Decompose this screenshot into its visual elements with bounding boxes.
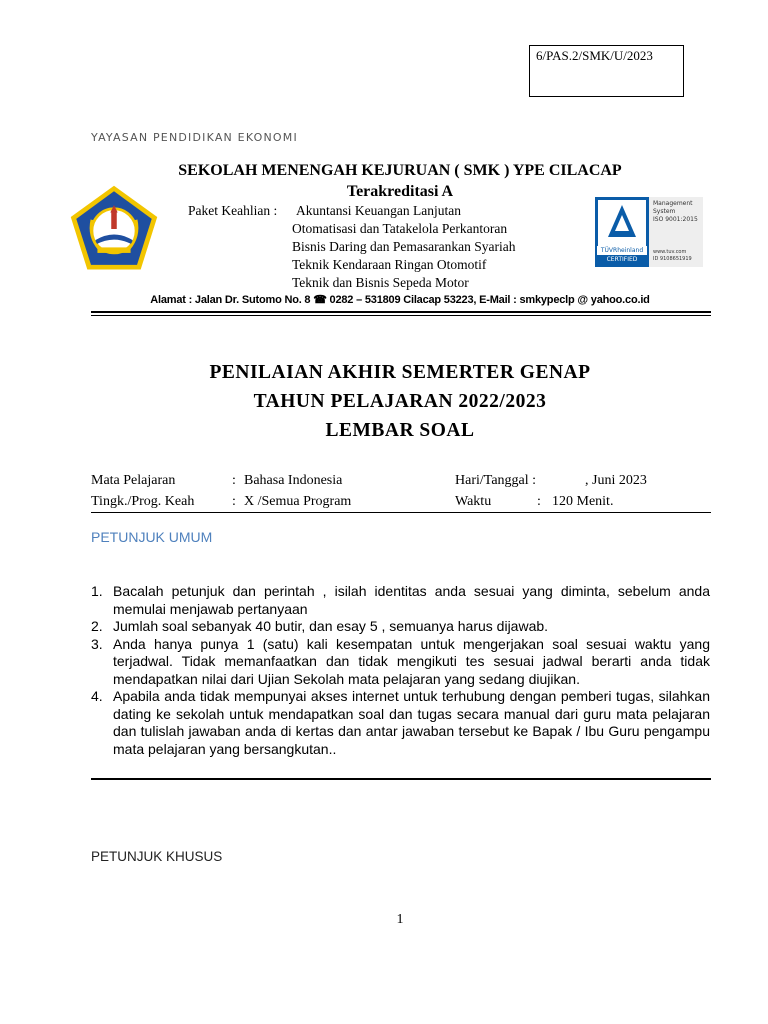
time-colon: :: [537, 494, 541, 509]
cert-footer: [653, 249, 692, 263]
level-colon: :: [232, 494, 236, 509]
meta-divider: [91, 512, 711, 513]
instruction-item: [91, 618, 710, 636]
cert-line: Management: [653, 200, 693, 207]
program-item: Bisnis Daring dan Pemasarankan Syariah: [292, 239, 516, 254]
cert-certified: CERTIFIED: [606, 256, 638, 263]
specific-instructions-heading: PETUNJUK KHUSUS: [91, 849, 223, 864]
document-code: 6/PAS.2/SMK/U/2023: [536, 48, 653, 63]
cert-id: ID 9108651919: [653, 256, 692, 262]
cert-brand: TÜVRheinland: [597, 246, 647, 255]
instruction-item: [91, 636, 710, 689]
header-divider: [91, 315, 711, 316]
instruction-item: [91, 688, 710, 758]
program-item: Otomatisasi dan Tatakelola Perkantoran: [292, 221, 508, 236]
program-label: Paket Keahlian :: [188, 203, 278, 218]
school-address: Alamat : Jalan Dr. Sutomo No. 8 ☎ 0282 – 531809 Cilacap 53223, E-Mail : smkypeclp @ yahoo.co.id: [150, 294, 650, 306]
instruction-item: [91, 583, 710, 618]
exam-title: PENILAIAN AKHIR SEMERTER GENAP: [209, 362, 591, 383]
document-code-box: [529, 45, 684, 97]
exam-title: TAHUN PELAJARAN 2022/2023: [253, 391, 547, 412]
instruction-number: 1.: [91, 583, 103, 599]
header-divider: [91, 311, 711, 313]
page-number: 1: [396, 912, 404, 927]
subject-label: Mata Pelajaran: [91, 473, 176, 488]
instructions-divider: [91, 778, 711, 780]
instruction-text: Jumlah soal sebanyak 40 butir, dan esay 5 , semuanya harus dijawab.: [113, 618, 549, 634]
accreditation: Terakreditasi A: [346, 183, 454, 200]
cert-line: ISO 9001:2015: [653, 216, 698, 223]
instruction-text: Anda hanya punya 1 (satu) kali kesempatan untuk mengerjakan soal sesuai waktu yang terjadwal. Tidak memanfaatkan dan tidak mengikuti tes sesuai jadwal berarti anda tidak mendapatkan nilai dari Ujian Sekolah mata pelajaran yang sedang diujikan.: [113, 635, 710, 687]
certification-badge: [595, 197, 703, 267]
subject-value: Bahasa Indonesia: [244, 473, 343, 488]
cert-url: www.tuv.com: [653, 249, 687, 255]
time-value: 120 Menit.: [552, 494, 614, 509]
instruction-number: 3.: [91, 635, 103, 652]
exam-title: LEMBAR SOAL: [325, 420, 475, 441]
instruction-text: Bacalah petunjuk dan perintah , isilah identitas anda sesuai yang diminta, sebelum anda memulai menjawab pertanyaan: [113, 583, 710, 617]
date-label: Hari/Tanggal :: [455, 473, 537, 488]
level-value: X /Semua Program: [244, 494, 352, 509]
level-label: Tingk./Prog. Keah: [91, 494, 195, 509]
instruction-text: Apabila anda tidak mempunyai akses internet untuk terhubung dengan pemberi tugas, silahkan dating ke sekolah untuk mendapatkan soal dan tugas secara manual dari guru mata pelajaran dan tulislah jawaban anda di kertas dan antar jawaban tersebut ke Bapak / Ibu Guru pengampu mata pelajaran yang bersangkutan..: [113, 688, 710, 757]
school-name: SEKOLAH MENENGAH KEJURUAN ( SMK ) YPE CILACAP: [178, 162, 622, 179]
general-instructions-heading: PETUNJUK UMUM: [91, 529, 213, 545]
subject-colon: :: [232, 473, 236, 488]
cert-text: [653, 200, 698, 224]
date-value: , Juni 2023: [585, 473, 647, 488]
instruction-number: 2.: [91, 618, 103, 634]
instruction-number: 4.: [91, 688, 103, 704]
general-instructions-list: [91, 583, 710, 758]
foundation-name: YAYASAN PENDIDIKAN EKONOMI: [91, 131, 298, 144]
cert-line: System: [653, 208, 676, 215]
program-item: Teknik dan Bisnis Sepeda Motor: [292, 275, 469, 290]
time-label: Waktu: [455, 494, 492, 509]
program-item: Teknik Kendaraan Ringan Otomotif: [292, 257, 487, 272]
program-item: Akuntansi Keuangan Lanjutan: [296, 203, 461, 218]
